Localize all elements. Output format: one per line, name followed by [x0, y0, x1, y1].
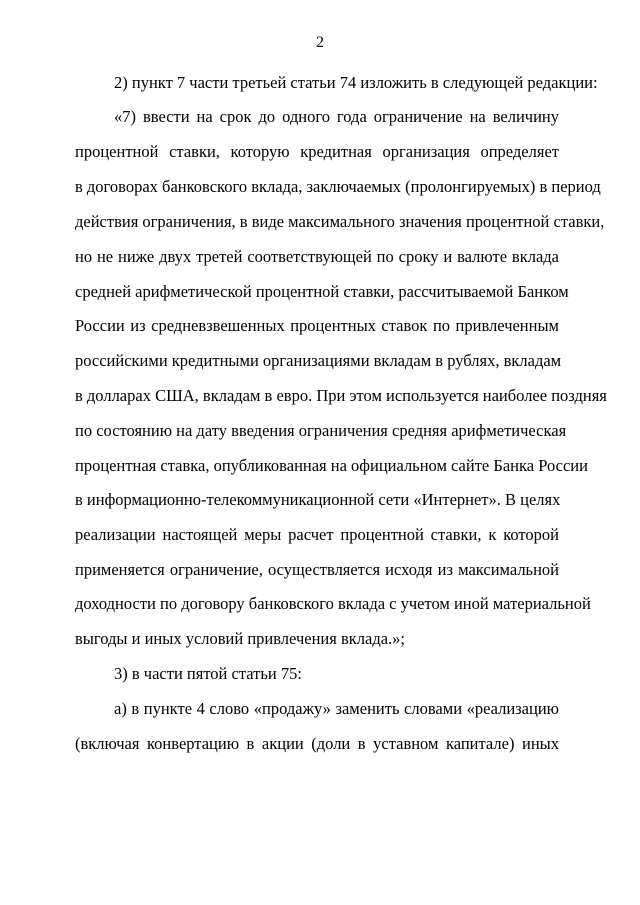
text-line: средней арифметической процентной ставки, рассчитываемой Банком: [75, 282, 569, 301]
text-line: российскими кредитными организациями вкладам в рублях, вкладам: [75, 351, 562, 370]
text-line: доходности по договору банковского вклада с учетом иной материальной: [75, 594, 591, 613]
text-line: в информационно-телекоммуникационной сети «Интернет». В целях: [75, 490, 561, 509]
text-line: процентной ставки, которую кредитная организация определяет: [75, 142, 559, 161]
text-line: по состоянию на дату введения ограничения средняя арифметическая: [75, 421, 567, 440]
text-line: России из средневзвешенных процентных ставок по привлеченным: [75, 316, 559, 335]
text-line: в долларах США, вкладам в евро. При этом используется наиболее поздняя: [75, 386, 607, 405]
text-line: а) в пункте 4 слово «продажу» заменить словами «реализацию: [114, 699, 559, 718]
text-line: (включая конвертацию в акции (доли в уставном капитале) иных: [75, 734, 559, 753]
text-line: 3) в части пятой статьи 75:: [114, 664, 302, 683]
text-line: «7) ввести на срок до одного года ограничение на величину: [114, 107, 559, 126]
page-number: 2: [316, 34, 324, 51]
text-line: 2) пункт 7 части третьей статьи 74 изложить в следующей редакции:: [114, 73, 598, 92]
text-line: выгоды и иных условий привлечения вклада.»;: [75, 629, 405, 648]
text-line: действия ограничения, в виде максимального значения процентной ставки,: [75, 212, 605, 231]
text-line: в договорах банковского вклада, заключаемых (пролонгируемых) в период: [75, 177, 601, 196]
text-line: реализации настоящей меры расчет процентной ставки, к которой: [75, 525, 559, 544]
text-line: процентная ставка, опубликованная на официальном сайте Банка России: [75, 456, 588, 475]
text-line: но не ниже двух третей соответствующей по сроку и валюте вклада: [75, 247, 559, 266]
text-line: применяется ограничение, осуществляется исходя из максимальной: [75, 560, 559, 579]
